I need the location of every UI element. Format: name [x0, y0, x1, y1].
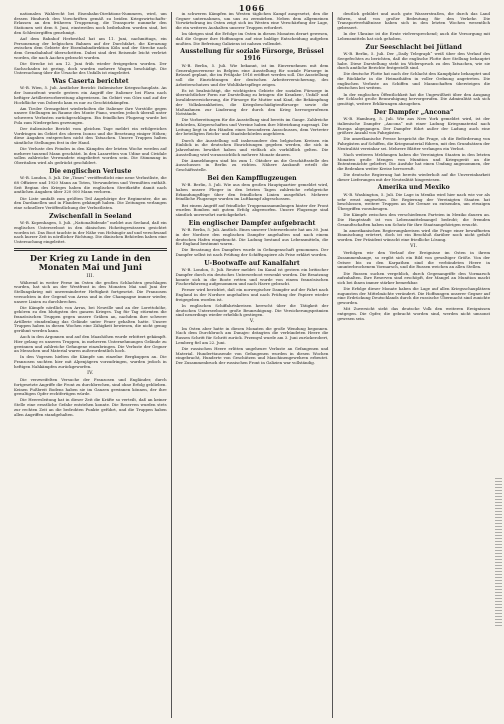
- section-numeral: III.: [86, 273, 95, 279]
- paragraph: Die Anmeldungen sind bis zum 1. Oktober an die Geschäftsstelle des Ausschusses in Berlin zu richten. Nähere Auskunft erteilt die Geschäftsstelle.: [175, 157, 329, 173]
- paragraph: Die deutsche Flotte hat nach der Schlacht den Kampfplatz behauptet und die Rückkehr in die Heimathäfen in voller Ordnung angetreten. Die englischen Verluste an Schiffen und Mannschaften übersteigen die deutschen bei weitem.: [337, 71, 491, 91]
- paragraph: Die russischen Heere erlitten ungeheure Verluste an Gefangenen und Material. Hunderttausende von Gefangenen wurden in diesen Wochen eingebracht, Hunderte von Geschützen und Maschinengewehren erbeutet. Der Zusammenbruch der russischen Front in Galizien war vollständig.: [175, 345, 329, 365]
- feature-heading: Der Krieg zu Lande in den Monaten Mai und Juni: [29, 253, 151, 273]
- section-numeral: V.: [249, 319, 255, 325]
- paragraph: in schweren Kämpfen im Westen täglichen Kampf ausgesetzt, den die Gegner unternahmen, um uns zu zermürben. Neben dem allgemeinen Vorwärtsdrang im Osten zeigt sich im Westen eine Verschärfung der Lage, die ein weiteres Aushalten unserer Truppen erfordert.: [175, 12, 329, 31]
- page-number: 1066: [238, 3, 266, 13]
- paragraph: In amerikanischen Regierungskreisen wird die Frage einer bewaffneten Einmischung erörtert, doch ist ein Beschluß darüber noch nicht gefaßt worden. Der Präsident wünscht eine friedliche Lösung.: [337, 227, 491, 243]
- paragraph: Die Russen suchen vergeblich, durch Gegenangriffe den Vormarsch aufzuhalten. Ihre Reserven sind erschöpft, der Mangel an Munition macht sich bei ihnen immer stärker bemerkbar.: [337, 270, 491, 285]
- paragraph: W.-B. Berlin, 5. Juli. Wie bekannt, ist im Einvernehmen mit dem Generalgouverneur in Belgien eine Ausstellung für soziale Fürsorge in Brüssel geplant, die im Frühjahr 1916 eröffnet werden soll. Die Ausstellung soll die Einrichtungen der deutschen Arbeiterversicherung, des Arbeiterschutzes und der Wohlfahrtspflege zeigen.: [175, 62, 329, 87]
- paragraph: Der italienische Bericht vom gleichen Tage meldet ein erfolgreiches Vordringen im Gebiet des oberen Isonzo und die Besetzung einiger Höhen; diese Angaben entsprechen nicht den Tatsachen. Unsere Truppen halten sämtliche Stellungen fest in der Hand.: [14, 125, 167, 145]
- paragraph: W.-B. Washington, 5. Juli. Die Lage in Mexiko wird hier nach wie vor als sehr ernst angesehen. Die Regierung der Vereinigten Staaten hat beschlossen, weitere Truppen an die Grenze zu entsenden, um etwaigen Übergriffen vorzubeugen.: [337, 191, 491, 212]
- paragraph: Nach weiteren Meldungen haben die Vereinigten Staaten in den letzten Monaten große Mengen von Munition und Kriegsgerät an die Ententemächte geliefert. Die Ausfuhr hat einen Umfang angenommen, der die Bedenken weiter Kreise hervorruft.: [337, 151, 491, 171]
- paragraph: deutlich gebildet und auch gute Wasserstraßen, die durch das Land führen, sind von großer Bedeutung für den Verkehr. Die Transportverhältnisse haben sich in den letzten Wochen wesentlich gebessert.: [337, 12, 491, 31]
- column-2: [171, 12, 333, 718]
- scan-edge-mark: [495, 478, 502, 628]
- paragraph: W.-B. Berlin, 5. Juli. Der „Daily Telegraph“ weiß über den Verlauf des Seegefechtes zu berichten, daß die englische Flotte ihre Stellung behauptet habe. Diese Darstellung steht im Widerspruch zu den Tatsachen, wie sie durch amtliche Berichte festgestellt sind.: [337, 51, 491, 71]
- paragraph: Die amerikanische Presse bespricht die Frage, ob die Beförderung von Fahrgästen auf Schiffen, die Kriegsmaterial führen, mit den Grundsätzen der Neutralität vereinbar sei. Mehrere Blätter verlangen ein Verbot.: [337, 136, 491, 151]
- paragraph: Mit Zuversicht sieht das deutsche Volk den weiteren Ereignissen entgegen. Die Opfer, die gebracht worden sind, werden nicht umsonst gewesen sein.: [337, 306, 491, 321]
- article-heading: Was Caserta berichtet: [52, 77, 129, 85]
- paragraph: Die Verluste des Feindes in den Kämpfen der letzten Woche werden auf mehrere tausend Mann geschätzt. In den Lazaretten von Udine und Cividale sollen zahlreiche Verwundete eingeliefert worden sein. Die Stimmung in Oberitalien wird als gedrückt geschildert.: [14, 146, 167, 166]
- article-heading: Ausstellung für soziale Fürsorge, Brüssel 1916: [180, 48, 324, 63]
- paragraph: Auch in den Argonnen und auf den Maashöhen wurde erbittert gekämpft. Hier gelang es unseren Truppen, in mehreren Unternehmungen Gelände zu gewinnen und zahlreiche Gefangene einzubringen. Die Verluste der Gegner an Menschen und Material waren außerordentlich hoch.: [14, 334, 167, 354]
- article-heading: Ein englischer Dampfer aufgebracht: [188, 219, 316, 227]
- paragraph: Die Besatzung des Dampfers wurde in Gefangenschaft genommen. Der Dampfer selbst ist nach Prüfung der Schiffspapiere als Prise erklärt worden.: [175, 247, 329, 258]
- paragraph: Die Liste umfaßt zum größten Teil Angehörige der Regimenter, die an den Dardanellen und in Flandern gekämpft haben. Die Zeitungen verlangen eine schnellere Veröffentlichung der Verlustlisten.: [14, 195, 167, 210]
- paragraph: Die deutsche Regierung hat bereits wiederholt auf die Unvereinbarkeit dieser Lieferungen mit der Neutralität hingewiesen.: [337, 172, 491, 182]
- paragraph: W.-B. London, 5. Juli. Die „Times“ veröffentlicht eine neue Verlustliste, die 68 Offiziere und 1920 Mann an Toten, Verwundeten und Vermißten enthält. Seit Beginn des Krieges haben die englischen Streitkräfte damit nach amtlichen Angaben über 320 000 Mann verloren.: [14, 175, 167, 195]
- article-heading: U-Bootwaffe auf Kanalfahrt: [204, 259, 300, 267]
- paragraph: nationalen Wahlrecht bei Eisenbahn-Direktions-Nummern, wird, um dessen Hindurch den Vorschriften gemäß zu beiden Kriegswirtschafts-Erlassen an den früheren Truppenzug, die Transporte nunmehr den Stationen seit dem 8. Juni, einstweilen noch beibehalten worden sind, bei den Schlesiergiffen genehmigt.: [14, 12, 167, 35]
- paragraph: Auf dem Bahnhof Herbesthal hat am 11. Juni, nachmittags, ein Personenzug der belgischen Bahnen auf der Durchfahrt, die Kreuzung zwischen dem Gebiete der Eisenbahndirektion Köln und der Strecke nach dem Grenzbahnhof überschritten. Dabei sind drei Reisende leicht verletzt worden, die nach Aachen gebracht wurden.: [14, 35, 167, 60]
- paragraph: Die Strecke ist am 12. Juni früh wieder freigegeben worden. Der Sachschaden ist gering, doch wurden mehrere Wagen beschädigt. Die Untersuchung über die Ursache des Unfalls ist eingeleitet.: [14, 60, 167, 76]
- paragraph: Die verzweifelten Versuche der Franzosen und Engländer, durch fortgesetzte Angriffe die Front zu durchbrechen, sind ohne Erfolg geblieben. Keinen Fußbreit Bodens haben sie im Ganzen gewinnen können, der ihre gewaltigen Opfer rechtfertigen würde.: [14, 377, 167, 397]
- paragraph: W.-B. Berlin, 5. Juli. Amtlich. Eines unserer Unterseeboote hat am 30. Juni in der Nordsee den englischen Dampfer angehalten und nach einem deutschen Hafen eingebracht. Die Ladung bestand aus Lebensmitteln, die für England bestimmt waren.: [175, 227, 329, 247]
- paragraph: W.-B. Kopenhagen, 5. Juli. „Nationaltidende“ meldet aus Seeland, daß ein englisches Unterseeboot in den dänischen Hoheitsgewässern gesichtet worden ist. Das Boot tauchte in der Nähe von Helsingör auf und verschwand nach kurzer Zeit in nördlicher Richtung. Die dänischen Behörden haben eine Untersuchung eingeleitet.: [14, 220, 167, 244]
- paragraph: W.-B. Berlin, 5. Juli. Wie aus dem großen Hauptquartier gemeldet wird, haben unsere Flieger in den letzten Tagen zahlreiche erfolgreiche Erkundungsflüge über den feindlichen Linien ausgeführt. Mehrere feindliche Flugzeuge wurden im Luftkampf abgeschossen.: [175, 182, 329, 202]
- paragraph: Ferner wird berichtet, daß ein norwegischer Dampfer auf der Fahrt nach England in der Nordsee angehalten und nach Prüfung der Papiere wieder freigegeben worden ist.: [175, 287, 329, 302]
- article-heading: Die englischen Verluste: [49, 167, 132, 175]
- paragraph: W.-B. Hamburg, 5. Juli. Wie aus New York gemeldet wird, ist der italienische Dampfer „Ancona“ mit einer Ladung Kriegsmaterial nach Europa abgegangen. Der Dampfer führt außer der Ladung auch eine größere Anzahl von Fahrgästen.: [337, 116, 491, 136]
- paragraph: Am Tiroler Grenzgebiet wiederholten die Italiener ihre Vorstöße gegen unsere Stellungen im Raume des Monte Piano, wurden jedoch überall unter schweren Verlusten zurückgeschlagen. Ein feindliches Flugzeug wurde bei Pola zum Niedergehen gezwungen.: [14, 105, 167, 125]
- paragraph: In der englischen Öffentlichkeit hat die Ungewißheit über den Ausgang der Schlacht große Beunruhigung hervorgerufen. Die Admiralität sah sich genötigt, weitere Erklärungen abzugeben.: [337, 91, 491, 106]
- paragraph: In englischen Schiffahrtskreisen herrscht über die Tätigkeit der deutschen Unterseeboote große Beunruhigung. Die Versicherungsprämien sind neuerdings wieder erheblich gestiegen.: [175, 302, 329, 318]
- column-3: [332, 12, 494, 718]
- paragraph: Durch die Ausstellung soll insbesondere den belgischen Kreisen ein Einblick in die deutschen Einrichtungen gegeben werden, die sich in Jahrzehnten bewährt haben und vielfach als vorbildlich gelten. Die Ausstellung wird voraussichtlich mehrere Monate dauern.: [175, 137, 329, 157]
- paragraph: Die Vorbereitungen für die Ausstellung sind bereits im Gange. Zahlreiche Behörden, Körperschaften und Vereine haben ihre Mitwirkung zugesagt. Die Leitung liegt in den Händen eines besonderen Ausschusses, dem Vertreter der beteiligten Reichs- und Staatsbehörden angehören.: [175, 117, 329, 137]
- paragraph: In der Ukraine ist die Ernte vielversprechend; auch die Versorgung mit Lebensmitteln hat sich gehoben.: [337, 31, 491, 41]
- paragraph: Die Kämpfe nördlich von Arras, bei Neuville und an der Lorettohöhe, gehören zu den blutigsten des ganzen Krieges. Tag für Tag stürmten die französischen Truppen gegen unsere Gräben an, nachdem ihre schwere Artillerie stundenlang das Gelände unter Feuer gehalten hatte. Unsere Truppen haben in diesen Wochen eine Zähigkeit bewiesen, die nicht genug gerühmt werden kann.: [14, 304, 167, 334]
- paragraph: Im übrigen sind die Erfolge im Osten in diesen Monaten derart gewesen, daß die Gegner ihre Hoffnungen auf eine baldige Entscheidung aufgeben mußten. Die Befreiung Galiziens ist nahezu vollendet.: [175, 31, 329, 46]
- columns: [10, 12, 494, 718]
- article-heading: Amerika und Mexiko: [377, 184, 450, 192]
- paragraph: Während in weiter Ferne im Osten die großen Schlachten geschlagen wurden, hat sich an der Westfront in den Monaten Mai und Juni der Stellungskrieg mit unverminderter Heftigkeit fortgesetzt. Die Franzosen versuchten in der Gegend von Arras und in der Champagne immer wieder, unsere Linien zu durchbrechen.: [14, 279, 167, 304]
- paragraph: Die Kämpfe zwischen den verschiedenen Parteien in Mexiko dauern an. Die Hauptstadt ist von Lebensmittelmangel bedroht; die fremden Gesandtschaften haben um Schutz für ihre Staatsangehörigen ersucht.: [337, 212, 491, 227]
- paragraph: Die Heeresleitung hat in dieser Zeit die Kräfte so verteilt, daß an keiner Stelle eine ernstliche Gefahr entstehen konnte. Die Reserven wurden stets zur rechten Zeit an die bedrohten Punkte geführt, und die Truppen haben allen Angriffen standgehalten.: [14, 397, 167, 417]
- section-numeral: IV.: [87, 370, 94, 376]
- paragraph: In den Vogesen hielten die Kämpfe um einzelne Bergkuppen an. Die Franzosen suchten hier mit Alpenjägern vorzudringen, wurden jedoch in heftigen Nahkämpfen zurückgeworfen.: [14, 354, 167, 369]
- article-heading: Zwischenfall in Seeland: [49, 212, 132, 220]
- paragraph: Die Erfolge dieser Monate haben die Lage auf allen Kriegsschauplätzen zugunsten der Mittelmächte verändert. Die Hoffnungen unserer Gegner auf eine Erdrückung Deutschlands durch die russische Übermacht sind zunichte geworden.: [337, 286, 491, 306]
- article-heading: Zur Seeschlacht bei Jütland: [365, 43, 462, 51]
- column-1: [10, 12, 171, 718]
- paragraph: Es ist beabsichtigt, die wichtigsten Gebiete der sozialen Fürsorge in übersichtlicher Form zur Darstellung zu bringen: die Kranken-, Unfall- und Invalidenversicherung, die Fürsorge für Mutter und Kind, die Bekämpfung der Volkskrankheiten, die Kriegsbeschädigtenfürsorge sowie die Maßnahmen zur Linderung der durch den Krieg hervorgerufenen Notstände.: [175, 87, 329, 117]
- paragraph: Verfolgen wir den Verlauf der Ereignisse im Osten in ihrem Zusammenhange, so ergibt sich ein Bild von gewaltiger Größe. Von der Ostsee bis zu den Karpathen sind die verbündeten Heere in ununterbrochenem Vormarsch, und die Russen weichen an allen Stellen.: [337, 250, 491, 270]
- section-divider: [14, 248, 167, 251]
- paragraph: Bei einem Angriff auf feindliche Truppenansammlungen hinter der Front wurden Bomben mit gutem Erfolg abgeworfen. Unsere Flugzeuge sind sämtlich unversehrt zurückgekehrt.: [175, 202, 329, 217]
- paragraph: W.-B. Wien, 5. Juli. Amtlicher Bericht: Italienischer Kriegsschauplatz. An der Isonzofront wurde gestern ein Angriff der Italiener bei Plava nach heftiger Artillerievorbereitung abgewiesen. Im Gebiet von Görz und auf der Hochfläche von Doberdo kam es nur zu Geschützkämpfen.: [14, 85, 167, 105]
- paragraph: W.-B. London, 5. Juli. Reuter meldet: Im Kanal ist gestern ein britischer Dampfer durch ein deutsches Unterseeboot versenkt worden. Die Besatzung konnte sich in die Boote retten und wurde von einem französischen Fischerfahrzeug aufgenommen und nach Havre gebracht.: [175, 267, 329, 287]
- section-numeral: VI.: [410, 244, 418, 250]
- article-heading: Bei den Kampfflugzeugen: [207, 174, 297, 182]
- article-heading: Der Dampfer „Ancona“: [373, 108, 454, 116]
- paragraph: Im Osten aber hatte in diesen Monaten die große Wendung begonnen. Nach dem Durchbruch am Dunajec drängten die verbündeten Heere die Russen Schritt für Schritt zurück. Przemysl wurde am 3. Juni zurückerobert, Lemberg fiel am 22. Juni.: [175, 325, 329, 345]
